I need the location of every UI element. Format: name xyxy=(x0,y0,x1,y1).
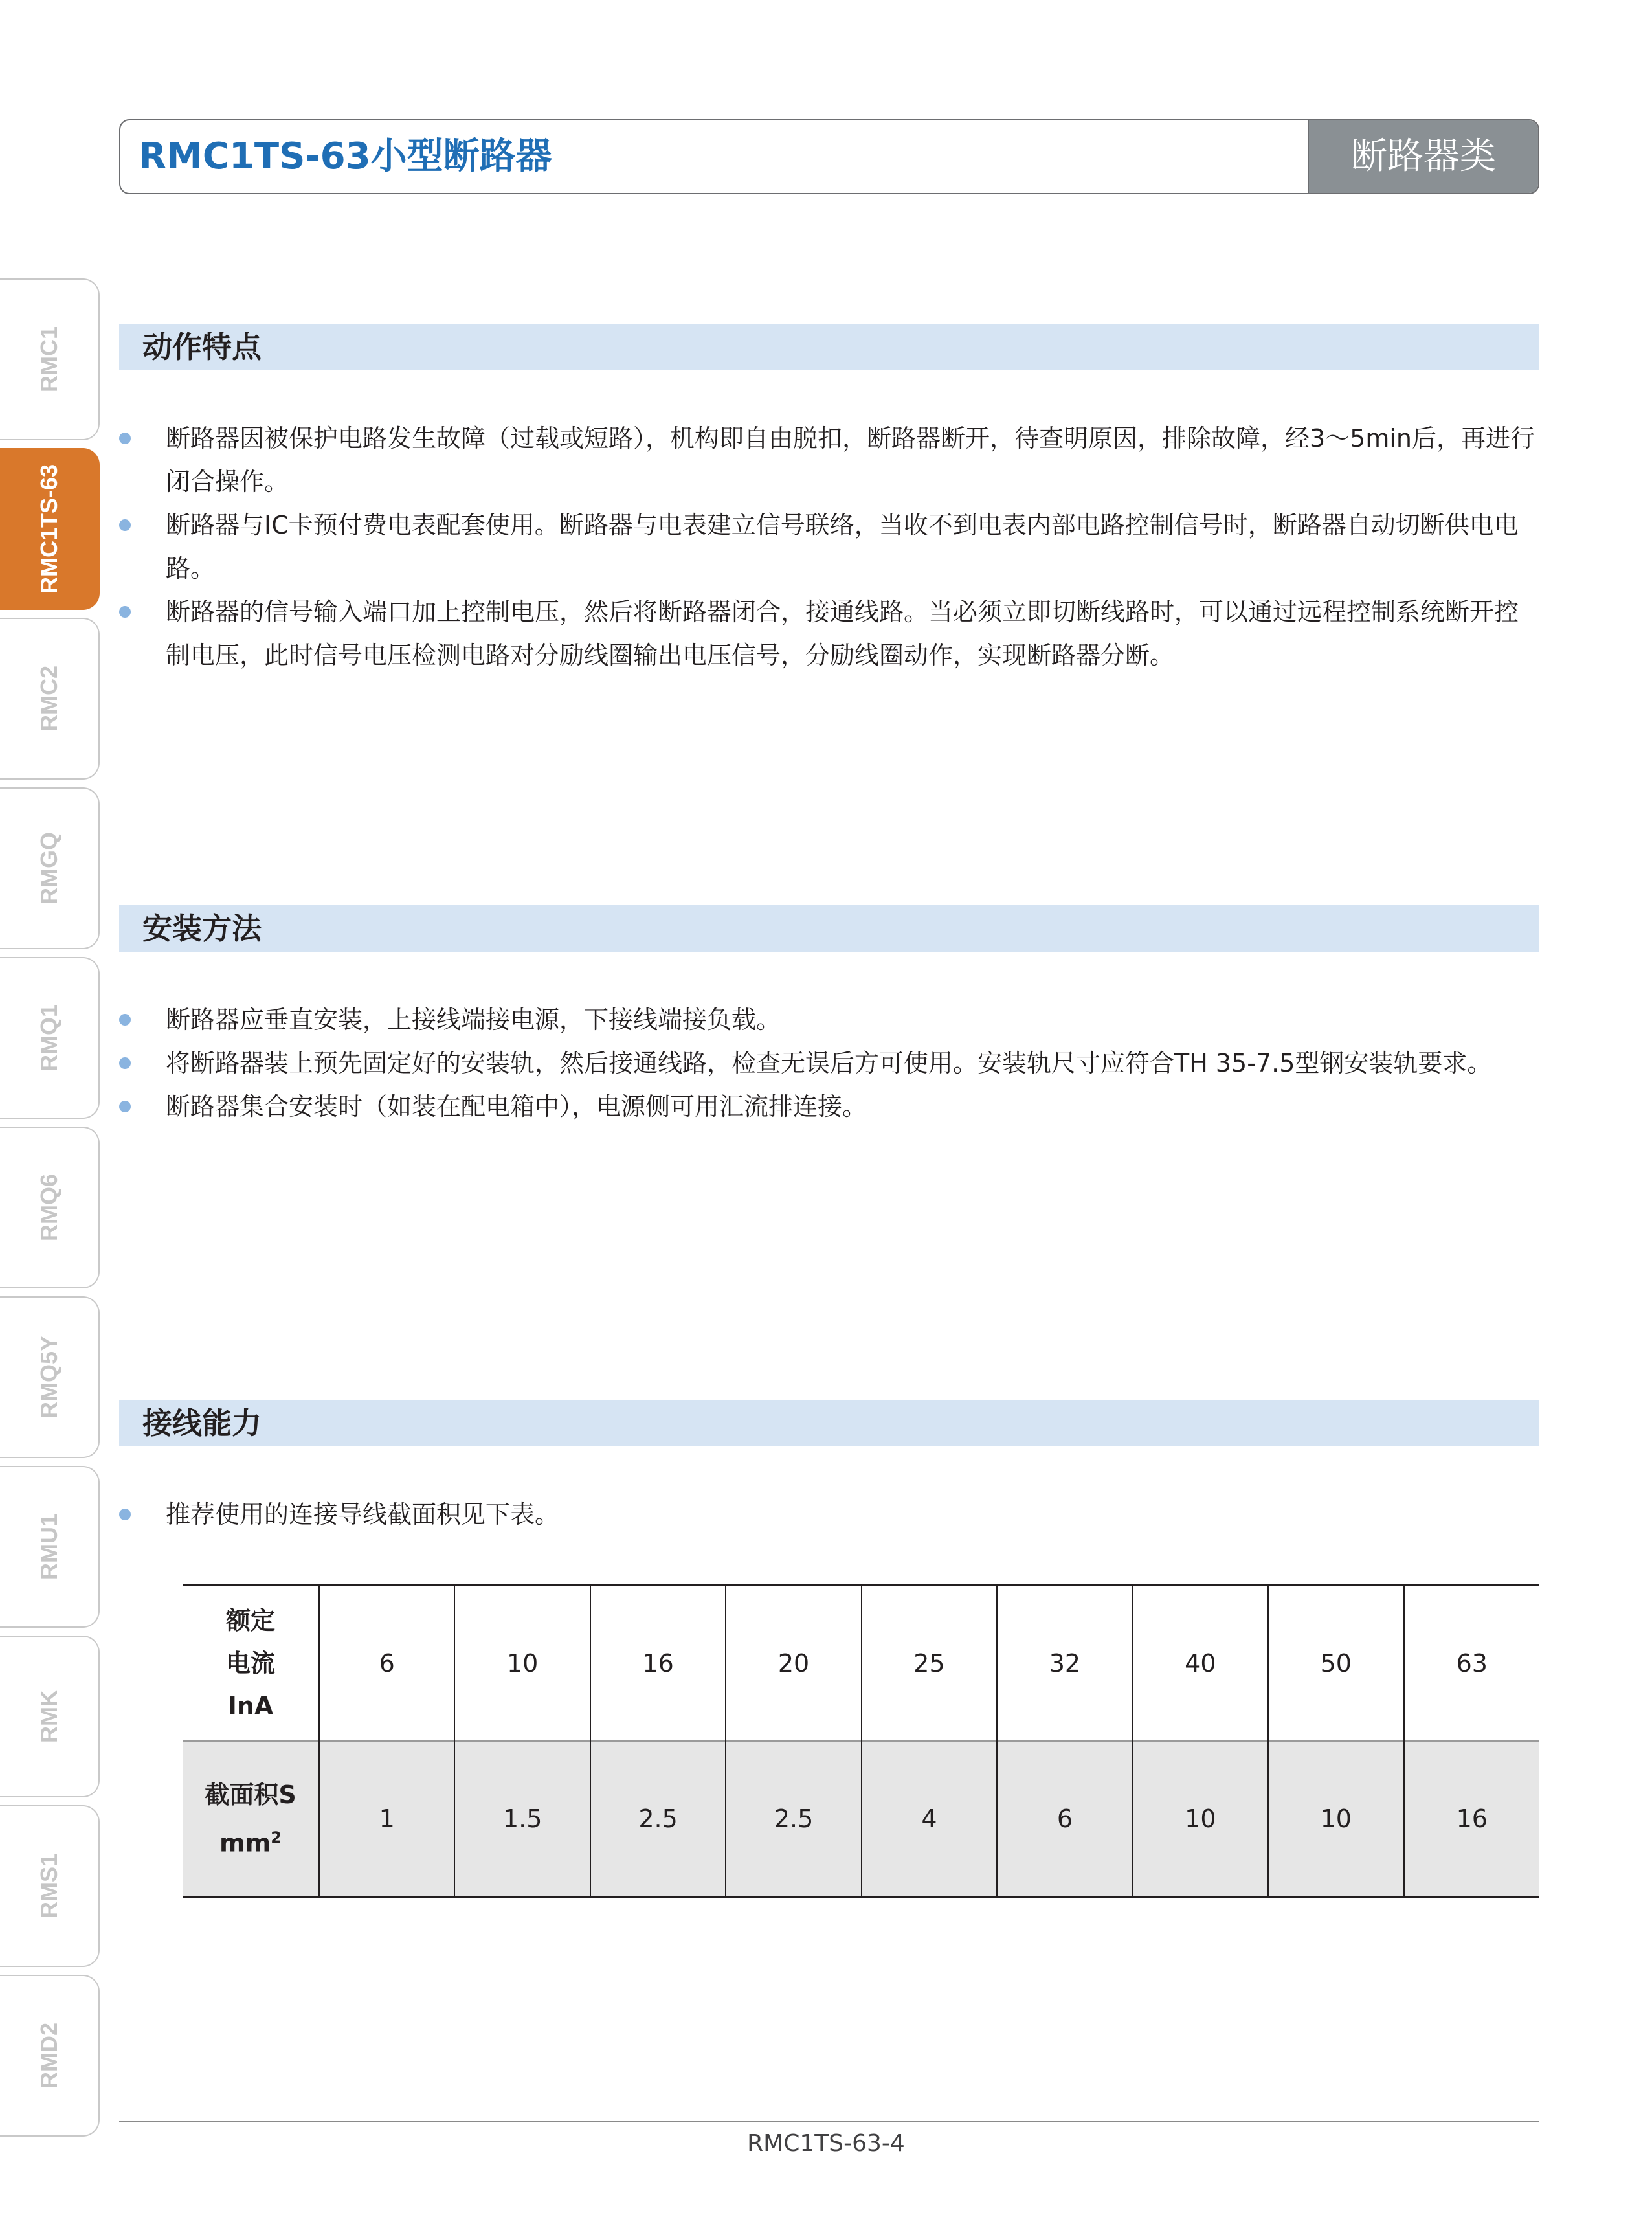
row-header-line: 额定 xyxy=(225,1606,275,1635)
section-header-install xyxy=(119,905,1539,952)
table-cell: 25 xyxy=(862,1585,997,1741)
table-cell: 32 xyxy=(997,1585,1132,1741)
row-header-cross-section xyxy=(183,1741,319,1897)
unit-text: mm xyxy=(219,1828,271,1858)
list-item-text: 断路器与IC卡预付费电表配套使用。断路器与电表建立信号联络，当收不到电表内部电路控制信号时，断路器自动切断供电电路。 xyxy=(166,511,1519,583)
install-list xyxy=(119,998,1539,1129)
side-tab-rmk[interactable] xyxy=(0,1636,100,1797)
section-title: 接线能力 xyxy=(142,1406,262,1441)
action-list xyxy=(119,417,1539,677)
list-item-text: 断路器的信号输入端口加上控制电压，然后将断路器闭合，接通线路。当必须立即切断线路时，可以通过远程控制系统断开控制电压，此时信号电压检测电路对分励线圈输出电压信号，分励线圈动作，实现断路器分断。 xyxy=(166,598,1519,669)
section-header-action xyxy=(119,324,1539,370)
side-tab-rmc2[interactable] xyxy=(0,618,100,780)
table-cell: 2.5 xyxy=(590,1741,726,1897)
row-header-unit xyxy=(183,1816,318,1865)
side-tab-label: RMQ6 xyxy=(36,1173,62,1242)
list-item-text: 断路器应垂直安装，上接线端接电源，下接线端接负载。 xyxy=(166,1006,781,1034)
list-item xyxy=(119,1493,1539,1536)
section-title: 动作特点 xyxy=(142,330,262,365)
side-tab-rmgq[interactable] xyxy=(0,787,100,949)
section-title: 安装方法 xyxy=(142,911,262,946)
table-cell: 10 xyxy=(1268,1741,1403,1897)
table-cell: 1.5 xyxy=(454,1741,590,1897)
section-header-wiring xyxy=(119,1400,1539,1446)
wiring-list xyxy=(119,1493,1539,1536)
side-tab-rmc1ts-63[interactable] xyxy=(0,448,100,610)
list-item xyxy=(119,1085,1539,1129)
page-number: RMC1TS-63-4 xyxy=(747,2130,905,2157)
side-tab-label: RMC1TS-63 xyxy=(36,464,62,594)
table-cell: 6 xyxy=(997,1741,1132,1897)
table-cell: 10 xyxy=(454,1585,590,1741)
table-cell: 40 xyxy=(1133,1585,1268,1741)
bullet-dot-icon xyxy=(119,1509,131,1520)
side-tab-label: RMQ5Y xyxy=(36,1335,62,1419)
side-tab-rmq5y[interactable] xyxy=(0,1296,100,1458)
side-tab-rmq6[interactable] xyxy=(0,1127,100,1288)
side-tab-rms1[interactable] xyxy=(0,1805,100,1967)
side-tab-rmc1[interactable] xyxy=(0,278,100,440)
bullet-dot-icon xyxy=(119,1057,131,1069)
side-tab-rmd2[interactable] xyxy=(0,1975,100,2137)
list-item-text: 将断路器装上预先固定好的安装轨，然后接通线路，检查无误后方可使用。安装轨尺寸应符合TH 35-7.5型钢安装轨要求。 xyxy=(166,1049,1492,1077)
table-cell: 1 xyxy=(319,1741,454,1897)
bullet-dot-icon xyxy=(119,519,131,531)
table-row xyxy=(183,1585,1539,1741)
wiring-capacity-table xyxy=(183,1584,1539,1898)
list-item-text: 断路器因被保护电路发生故障（过载或短路），机构即自由脱扣，断路器断开，待查明原因，排除故障，经3～5min后，再进行闭合操作。 xyxy=(166,424,1535,496)
table-cell: 6 xyxy=(319,1585,454,1741)
side-tab-rmq1[interactable] xyxy=(0,957,100,1119)
list-item xyxy=(119,417,1539,504)
side-tab-label: RMD2 xyxy=(36,2022,62,2089)
bullet-dot-icon xyxy=(119,1101,131,1112)
table-cell: 63 xyxy=(1404,1585,1540,1741)
list-item-text: 推荐使用的连接导线截面积见下表。 xyxy=(166,1500,560,1529)
row-header-line: 截面积S xyxy=(205,1780,296,1809)
table-cell: 10 xyxy=(1133,1741,1268,1897)
page-header xyxy=(119,119,1539,194)
table-cell: 16 xyxy=(1404,1741,1540,1897)
side-tab-label: RMC2 xyxy=(36,665,62,732)
table-cell: 4 xyxy=(862,1741,997,1897)
table-row xyxy=(183,1741,1539,1897)
page-title: RMC1TS-63小型断路器 xyxy=(139,135,552,177)
side-tab-label: RMQ1 xyxy=(36,1004,62,1072)
row-header-line: 电流 xyxy=(225,1649,275,1678)
list-item xyxy=(119,1042,1539,1085)
side-tab-label: RMS1 xyxy=(36,1853,62,1919)
footer-divider xyxy=(119,2121,1539,2122)
table-cell: 50 xyxy=(1268,1585,1403,1741)
side-tab-label: RMC1 xyxy=(36,326,62,393)
row-header-line: InA xyxy=(227,1692,274,1720)
list-item-text: 断路器集合安装时（如装在配电箱中），电源侧可用汇流排连接。 xyxy=(166,1092,867,1121)
list-item xyxy=(119,998,1539,1042)
table-cell: 2.5 xyxy=(726,1741,861,1897)
bullet-dot-icon xyxy=(119,606,131,618)
table-cell: 16 xyxy=(590,1585,726,1741)
row-header-rated-current xyxy=(183,1585,319,1741)
unit-superscript: 2 xyxy=(271,1828,282,1847)
list-item xyxy=(119,504,1539,590)
table-cell: 20 xyxy=(726,1585,861,1741)
category-label: 断路器类 xyxy=(1308,120,1538,193)
bullet-dot-icon xyxy=(119,1014,131,1026)
side-tab-rmu1[interactable] xyxy=(0,1466,100,1628)
bullet-dot-icon xyxy=(119,433,131,444)
side-tab-label: RMK xyxy=(36,1690,62,1743)
list-item xyxy=(119,590,1539,677)
side-tab-label: RMU1 xyxy=(36,1513,62,1580)
side-tab-label: RMGQ xyxy=(36,832,62,905)
